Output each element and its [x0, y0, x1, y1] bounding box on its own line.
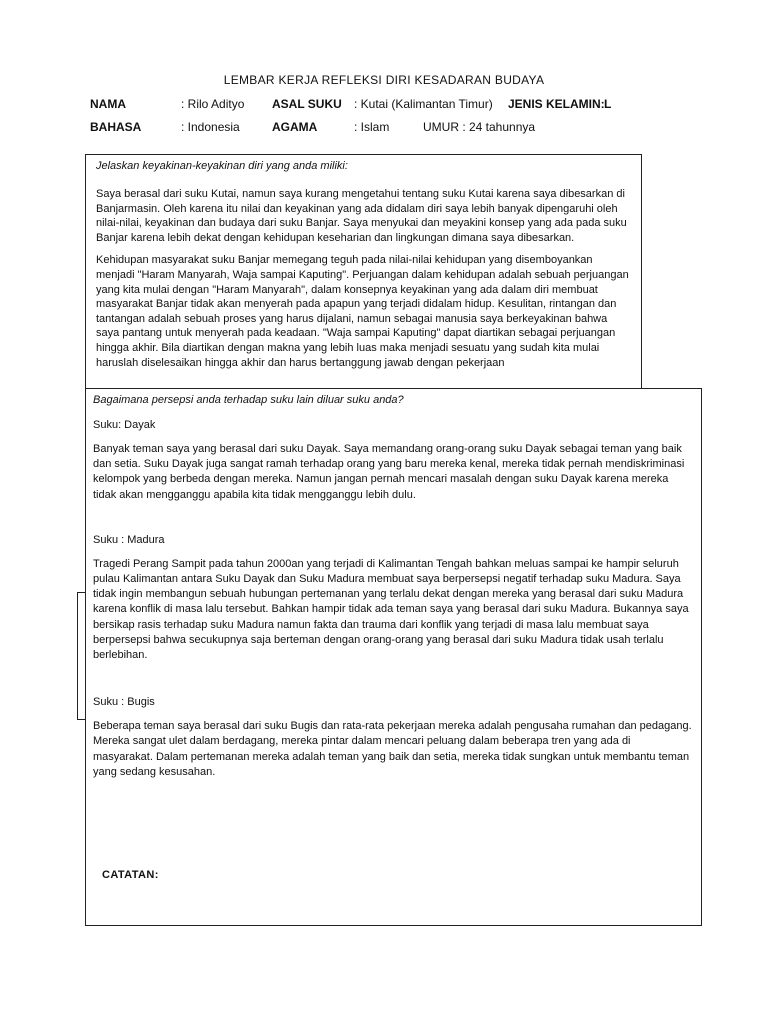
dayak-paragraph: Banyak teman saya yang berasal dari suku Dayak. Saya memandang orang-orang suku Dayak sebagai teman yang baik dan setia. Suku Dayak juga sangat ramah terhadap orang yang baru mereka kenal, mereka tidak pernah mendiskriminasi kelompok yang berbeda dengan mereka. Namun jangan pernah mencari masalah dengan suku Dayak karena mereka tidak akan mengganggu apabila kita tidak mengganggu lebih dulu.: [93, 443, 685, 501]
nama-label: NAMA: [90, 97, 126, 111]
jenis-kelamin-label: JENIS KELAMIN:: [508, 97, 605, 111]
jenis-kelamin-value: L: [604, 97, 612, 111]
madura-paragraph: Tragedi Perang Sampit pada tahun 2000an yang terjadi di Kalimantan Tengah bahkan meluas sampai ke hampir seluruh pulau Kalimantan antara Suku Dayak dan Suku Madura membuat saya berpersepsi negatif terhadap suku Madura. Saya tidak ingin membangun sebuah hubungan pertemanan yang terlalu dekat dengan mereka yang berasal dari suku Madura karena konflik di masa lalu tersebut. Bahkan hampir tidak ada teman saya yang berasal dari suku Madura. Bukannya saya bersikap rasis terhadap suku Madura namun fakta dan trauma dari konflik yang terjadi di masa lalu membuat saya berpersepsi bahwa secukupnya saja berteman dengan orang-orang yang berasal dari suku Madura tidak usah terlalu berlebihan.: [93, 557, 689, 662]
bugis-paragraph: Beberapa teman saya berasal dari suku Bugis dan rata-rata pekerjaan mereka adalah pengusaha rumahan dan pedagang. Mereka sangat ulet dalam berdagang, mereka pintar dalam mencari peluang dalam beberapa tren yang ada di masyarakat. Dalam pertemanan mereka adalah teman yang baik dan setia, mereka tidak sungkan untuk membantu teman yang sedang kesusahan.: [93, 720, 692, 778]
perception-question: Bagaimana persepsi anda terhadap suku lain diluar suku anda?: [93, 394, 404, 406]
box-edge-line: [77, 719, 85, 720]
bugis-heading: Suku : Bugis: [93, 696, 155, 709]
nama-value: : Rilo Adityo: [181, 97, 245, 111]
box-edge-line: [77, 592, 78, 720]
asal-suku-value: : Kutai (Kalimantan Timur): [354, 97, 493, 111]
agama-label: AGAMA: [272, 120, 318, 134]
beliefs-section-box: [85, 154, 642, 390]
beliefs-question: Jelaskan keyakinan-keyakinan diri yang anda miliki:: [96, 160, 348, 172]
beliefs-paragraph-1: Saya berasal dari suku Kutai, namun saya kurang mengetahui tentang suku Kutai karena saya dibesarkan di Banjarmasin. Oleh karena itu nilai dan keyakinan yang ada didalam diri saya lebih banyak dipengaruhi oleh nilai-nilai, keyakinan dan budaya dari suku Banjar. Saya menyukai dan meyakini konsep yang ada pada suku Banjar karena lebih dekat dengan kehidupan keseharian dan lingkungan dimana saya dibesarkan.: [96, 188, 627, 244]
bahasa-label: BAHASA: [90, 120, 142, 134]
dayak-heading: Suku: Dayak: [93, 419, 156, 431]
catatan-label: CATATAN:: [102, 869, 159, 881]
madura-heading: Suku : Madura: [93, 533, 165, 546]
beliefs-paragraph-2: Kehidupan masyarakat suku Banjar memegang teguh pada nilai-nilai kehidupan yang disemboyankan menjadi "Haram Manyarah, Waja sampai Kaputing". Perjuangan dalam kehidupan adalah sebuah perjuangan yang kita mulai dengan "Haram Manyarah", dalam konsepnya keyakinan yang ada dalam diri membuat masyarakat Banjar tidak akan menyerah pada apapun yang terjadi didalam hidup. Kesulitan, rintangan dan tantangan adalah sebuah proses yang harus dijalani, namun sebagai manusia saya berkeyakinan bahwa saya pantang untuk menyerah pada keadaan. "Waja sampai Kaputing" dapat diartikan sebagai perjuangan hingga akhir. Bila diartikan dengan makna yang lebih luas maka menjadi sesuatu yang sudah kita mulai haruslah diselesaikan hingga akhir dan harus bertanggung jawab dengan pekerjaan: [96, 254, 629, 369]
agama-value: : Islam: [354, 120, 390, 134]
box-edge-line: [77, 592, 85, 593]
page-title: LEMBAR KERJA REFLEKSI DIRI KESADARAN BUDAYA: [223, 73, 545, 87]
perception-section-box: [85, 388, 702, 926]
umur-field: UMUR : 24 tahunnya: [423, 120, 536, 134]
bahasa-value: : Indonesia: [181, 120, 240, 134]
asal-suku-label: ASAL SUKU: [272, 97, 342, 111]
